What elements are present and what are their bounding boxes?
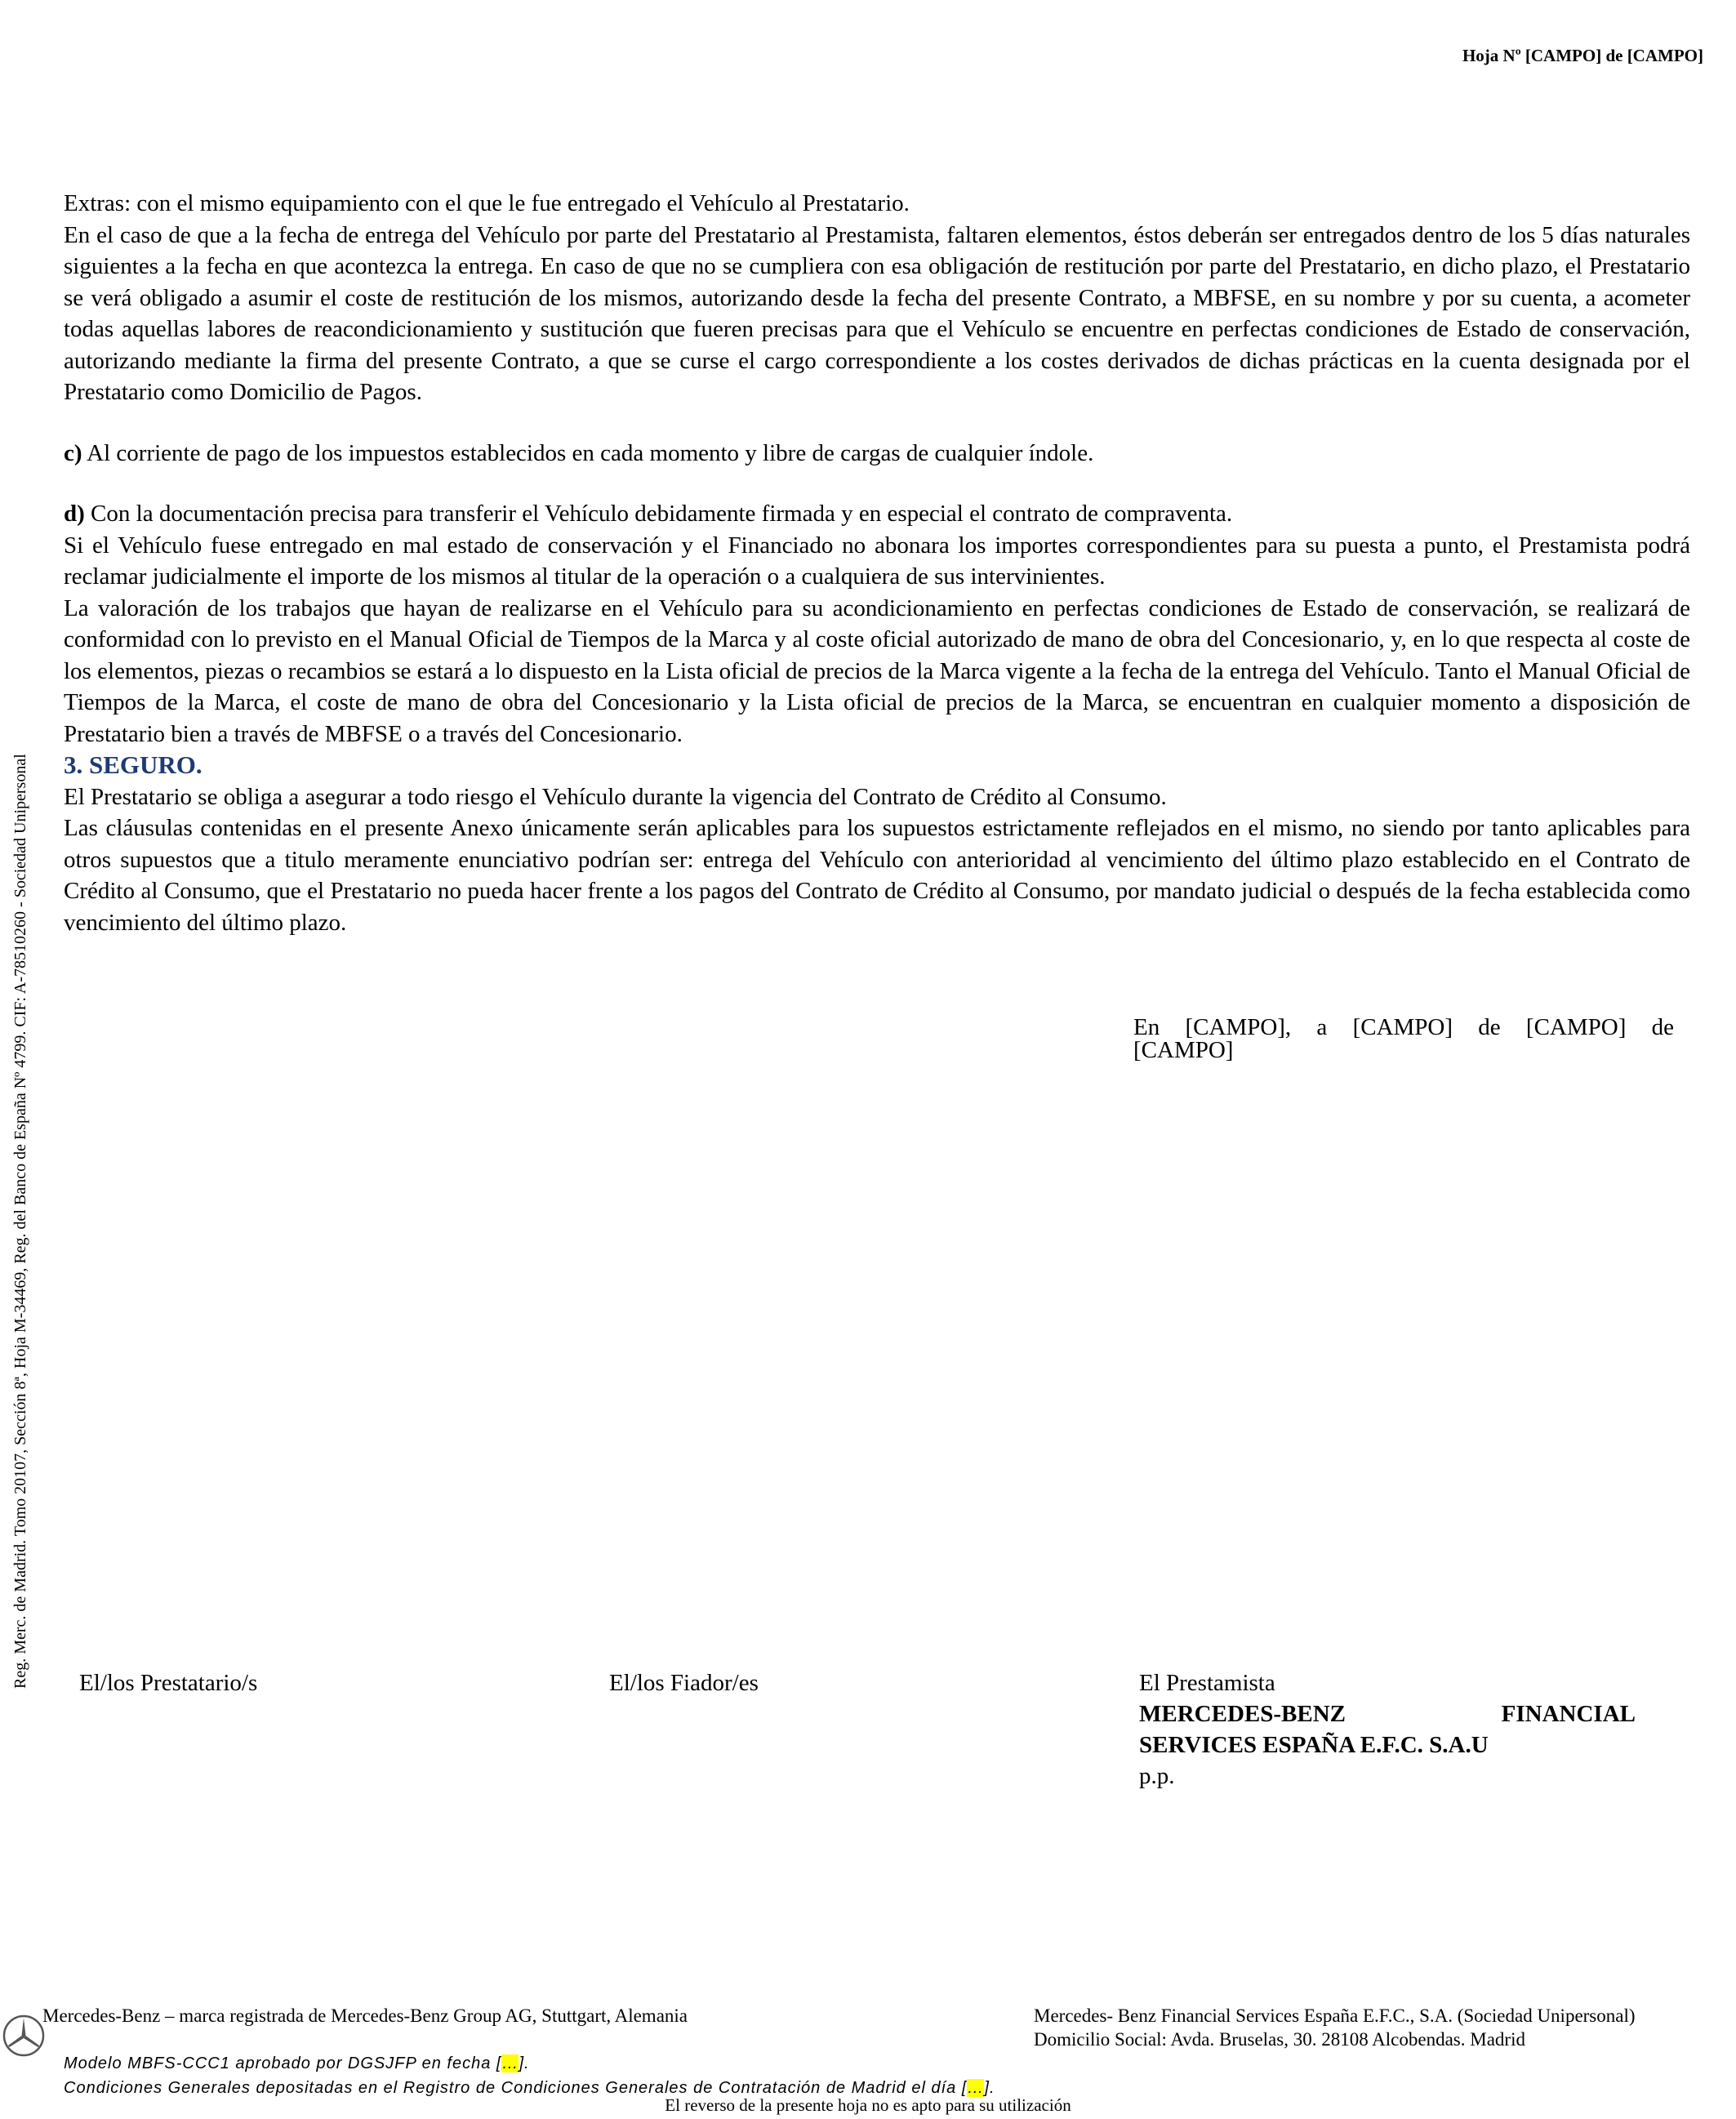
- footer-company: Mercedes- Benz Financial Services España E.F.C., S.A. (Sociedad Unipersonal): [1034, 2005, 1636, 2026]
- paragraph-extras: Extras: con el mismo equipamiento con el que le fue entregado el Vehículo al Prestatario.: [64, 190, 910, 216]
- paragraph-valuation: La valoración de los trabajos que hayan de realizarse en el Vehículo para su acondicionamiento en perfectas condiciones de Estado de conservación, se realizará de conformidad con lo previsto en el Manual Oficial de Tiempos de la Marca y al coste oficial autorizado de mano de obra del Concesionario, y, en lo que respecta al coste de los elementos, piezas o recambios se estará a lo dispuesto en la Lista oficial de precios de la Marca vigente a la fecha de la entrega del Vehículo. Tanto el Manual Oficial de Tiempos de la Marca, el coste de mano de obra del Concesionario y la Lista oficial de precios de la Marca, se encuentran en cualquier momento a disposición de Prestatario bien a través de MBFSE o a través del Concesionario.: [64, 594, 1690, 747]
- place-date-line-1: En [CAMPO], a [CAMPO] de [CAMPO] de: [1133, 1014, 1674, 1040]
- section-3-title: 3. SEGURO.: [64, 750, 203, 779]
- conditions-prefix: Condiciones Generales depositadas en el Registro de Condiciones Generales de Contratación de Madrid el día [: [64, 2079, 968, 2097]
- item-c: [64, 438, 1690, 470]
- item-d: [64, 498, 1690, 530]
- footer-model-line: [64, 2051, 995, 2076]
- registry-sidebar-text: Reg. Merc. de Madrid. Tomo 20107, Sección 8ª, Hoja M-34469, Reg. del Banco de España Nº 4799. CIF: A-78510260 - Sociedad Unipersonal: [11, 754, 29, 1689]
- footer-reverse-note: El reverso de la presente hoja no es apto para su utilización: [665, 2095, 1071, 2115]
- paragraph-insurance: El Prestatario se obliga a asegurar a todo riesgo el Vehículo durante la vigencia del Contrato de Crédito al Consumo.: [64, 783, 1167, 810]
- item-c-label: c): [64, 439, 82, 466]
- model-prefix: Modelo MBFS-CCC1 aprobado por DGSJFP en fecha [: [64, 2054, 502, 2072]
- lender-name-line-1: MERCEDES-BENZ FINANCIAL: [1139, 1701, 1636, 1727]
- lender-title: El Prestamista: [1139, 1670, 1275, 1696]
- signature-borrower: El/los Prestatario/s: [79, 1670, 258, 1696]
- paragraph-bad-condition: Si el Vehículo fuese entregado en mal estado de conservación y el Financiado no abonara los importes correspondientes para su puesta a punto, el Prestamista podrá reclamar judicialmente el importe de los mismos al titular de la operación o a cualquiera de sus intervinientes.: [64, 532, 1690, 590]
- paragraph-missing-items: En el caso de que a la fecha de entrega del Vehículo por parte del Prestatario al Prestamista, faltaren elementos, éstos deberán ser entregados dentro de los 5 días naturales siguientes a la fecha en que acontezca la entrega. En caso de que no se cumpliera con esa obligación de restitución por parte del Prestatario, en dicho plazo, el Prestatario se verá obligado a asumir el coste de restitución de los mismos, autorizando desde la fecha del presente Contrato, a MBFSE, en su nombre y por su cuenta, a acometer todas aquellas labores de reacondicionamiento y sustitución que fueren precisas para que el Vehículo se encuentre en perfectas condiciones de Estado de conservación, autorizando mediante la firma del presente Contrato, a que se curse el cargo correspondiente a los costes derivados de dichas prácticas en la cuenta designada por el Prestatario como Domicilio de Pagos.: [64, 221, 1690, 405]
- place-date-block: [1133, 1016, 1674, 1062]
- lender-name-line-2: SERVICES ESPAÑA E.F.C. S.A.U: [1139, 1732, 1489, 1758]
- model-suffix: ].: [519, 2054, 530, 2072]
- item-d-label: d): [64, 501, 85, 527]
- footer-trademark: Mercedes-Benz – marca registrada de Mercedes-Benz Group AG, Stuttgart, Alemania: [42, 2005, 688, 2026]
- conditions-placeholder: …: [967, 2079, 985, 2097]
- signature-lender: [1139, 1667, 1636, 1792]
- place-date-line-2: [CAMPO]: [1133, 1037, 1234, 1063]
- footer-company-block: [1034, 2004, 1636, 2051]
- mercedes-star-icon: [2, 2014, 46, 2058]
- item-c-text: Al corriente de pago de los impuestos establecidos en cada momento y libre de cargas de cualquier índole.: [82, 439, 1094, 466]
- model-placeholder: …: [501, 2054, 519, 2072]
- lender-pp: p.p.: [1139, 1763, 1175, 1789]
- item-d-text: Con la documentación precisa para transferir el Vehículo debidamente firmada y en especial el contrato de compraventa.: [84, 501, 1233, 527]
- footer-address: Domicilio Social: Avda. Bruselas, 30. 28108 Alcobendas. Madrid: [1034, 2029, 1525, 2050]
- signature-guarantor: El/los Fiador/es: [609, 1670, 759, 1696]
- page-number-header: Hoja Nº [CAMPO] de [CAMPO]: [1462, 46, 1703, 65]
- document-body: [64, 188, 1690, 938]
- footer-model-block: [64, 2051, 995, 2100]
- paragraph-clauses-scope: Las cláusulas contenidas en el presente Anexo únicamente serán aplicables para los supuestos estrictamente reflejados en el mismo, no siendo por tanto aplicables para otros supuestos que a titulo meramente enunciativo podrían ser: entrega del Vehículo con anterioridad al vencimiento del último plazo establecido en el Contrato de Crédito al Consumo, que el Prestatario no pueda hacer frente a los pagos del Contrato de Crédito al Consumo, por mandato judicial o después de la fecha establecida como vencimiento del último plazo.: [64, 815, 1690, 936]
- conditions-suffix: ].: [984, 2079, 995, 2097]
